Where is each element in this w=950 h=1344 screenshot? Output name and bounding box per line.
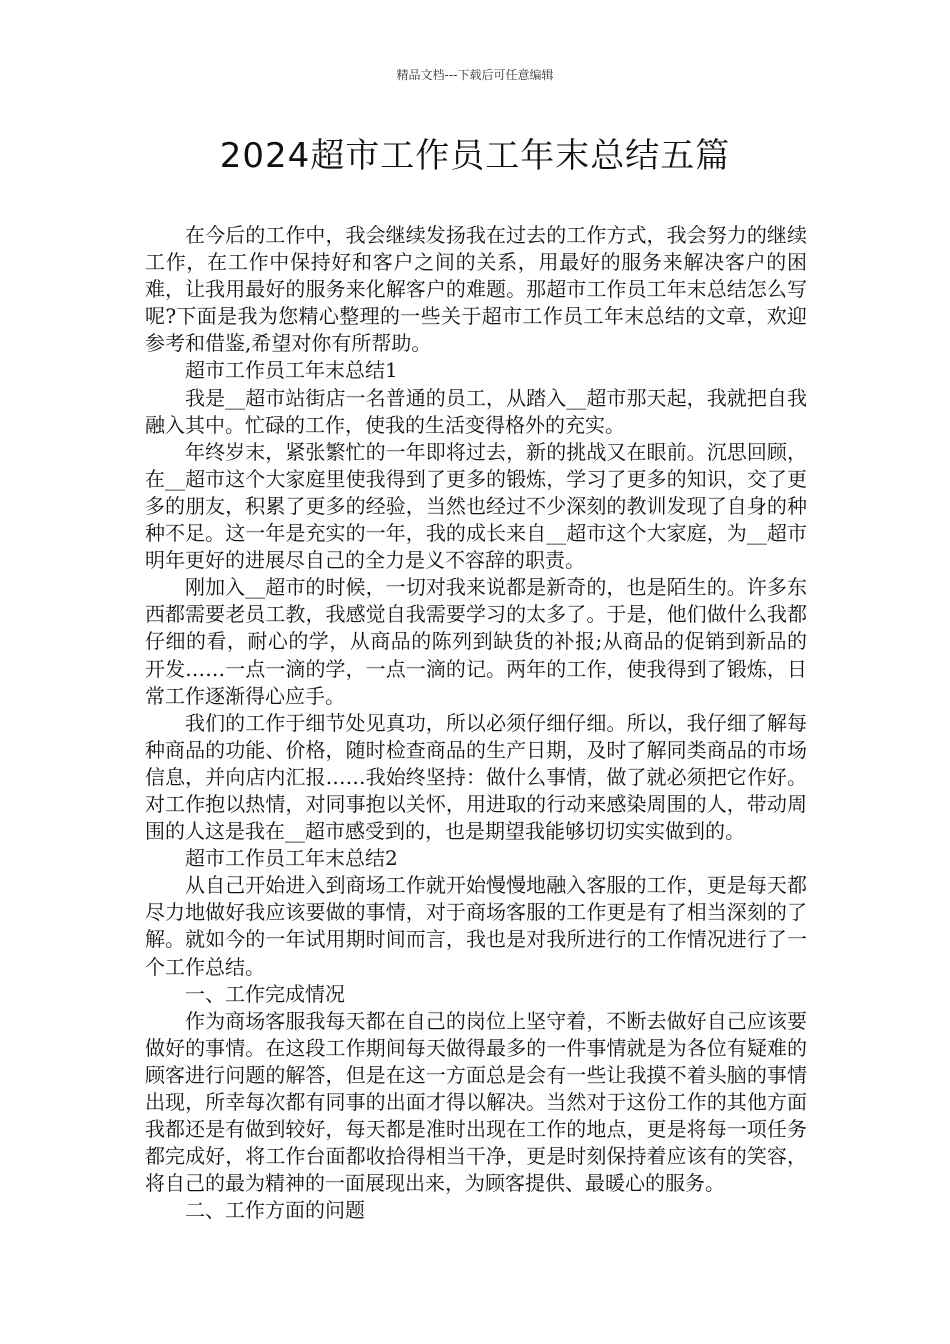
section-heading-1: 超市工作员工年末总结1 xyxy=(185,358,398,383)
body-paragraph: 作为商场客服我每天都在自己的岗位上坚守着，不断去做好自己应该要做好的事情。在这段工作期间每天做得最多的一件事情就是为各位有疑难的顾客进行问题的解答，但是在这一方面总是会有一些让我摸不着头脑的事情出现，所幸每次都有同事的出面才得以解决。当然对于这份工作的其他方面我都还是有做到较好，每天都是准时出现在工作的地点，更是将每一项任务都完成好，将工作台面都收拾得相当干净，更是时刻保持着应该有的笑容，将自己的最为精神的一面展现出来，为顾客提供、最暖心的服务。 xyxy=(145,1008,807,1196)
page-header-note: 精品文档---下载后可任意编辑 xyxy=(396,68,554,82)
subheading-work-issues: 二、工作方面的问题 xyxy=(185,1198,365,1223)
body-paragraph: 我是__超市站街店一名普通的员工，从踏入__超市那天起，我就把自我融入其中。忙碌的工作，使我的生活变得格外的充实。 xyxy=(145,385,807,437)
body-paragraph: 刚加入__超市的时候，一切对我来说都是新奇的，也是陌生的。许多东西都需要老员工教，我感觉自我需要学习的太多了。于是，他们做什么我都仔细的看，耐心的学，从商品的陈列到缺货的补报;从商品的促销到新品的开发……一点一滴的学，一点一滴的记。两年的工作，使我得到了锻炼，日常工作逐渐得心应手。 xyxy=(145,575,807,708)
body-paragraph: 我们的工作于细节处见真功，所以必须仔细仔细。所以，我仔细了解每种商品的功能、价格，随时检查商品的生产日期，及时了解同类商品的市场信息，并向店内汇报……我始终坚持：做什么事情，做了就必须把它作好。对工作抱以热情，对同事抱以关怀，用进取的行动来感染周围的人，带动周围的人这是我在__超市感受到的，也是期望我能够切切实实做到的。 xyxy=(145,710,807,844)
intro-paragraph: 在今后的工作中，我会继续发扬我在过去的工作方式，我会努力的继续工作，在工作中保持好和客户之间的关系，用最好的服务来解决客户的困难，让我用最好的服务来化解客户的难题。那超市工作员工年末总结怎么写呢?下面是我为您精心整理的一些关于超市工作员工年末总结的文章，欢迎参考和借鉴,希望对你有所帮助。 xyxy=(145,223,807,356)
section-heading-2: 超市工作员工年末总结2 xyxy=(185,846,398,871)
document-title: 2024超市工作员工年末总结五篇 xyxy=(219,136,731,176)
subheading-work-completion: 一、工作完成情况 xyxy=(185,981,345,1006)
body-paragraph: 从自己开始进入到商场工作就开始慢慢地融入客服的工作，更是每天都尽力地做好我应该要做的事情，对于商场客服的工作更是有了相当深刻的了解。就如今的一年试用期时间而言，我也是对我所进行的工作情况进行了一个工作总结。 xyxy=(145,873,807,979)
document-body xyxy=(145,222,807,1224)
body-paragraph: 年终岁末，紧张繁忙的一年即将过去，新的挑战又在眼前。沉思回顾，在__超市这个大家庭里使我得到了更多的锻炼，学习了更多的知识，交了更多的朋友，积累了更多的经验，当然也经过不少深刻的教训发现了自身的种种不足。这一年是充实的一年，我的成长来自__超市这个大家庭，为__超市明年更好的进展尽自己的全力是义不容辞的职责。 xyxy=(145,439,807,573)
